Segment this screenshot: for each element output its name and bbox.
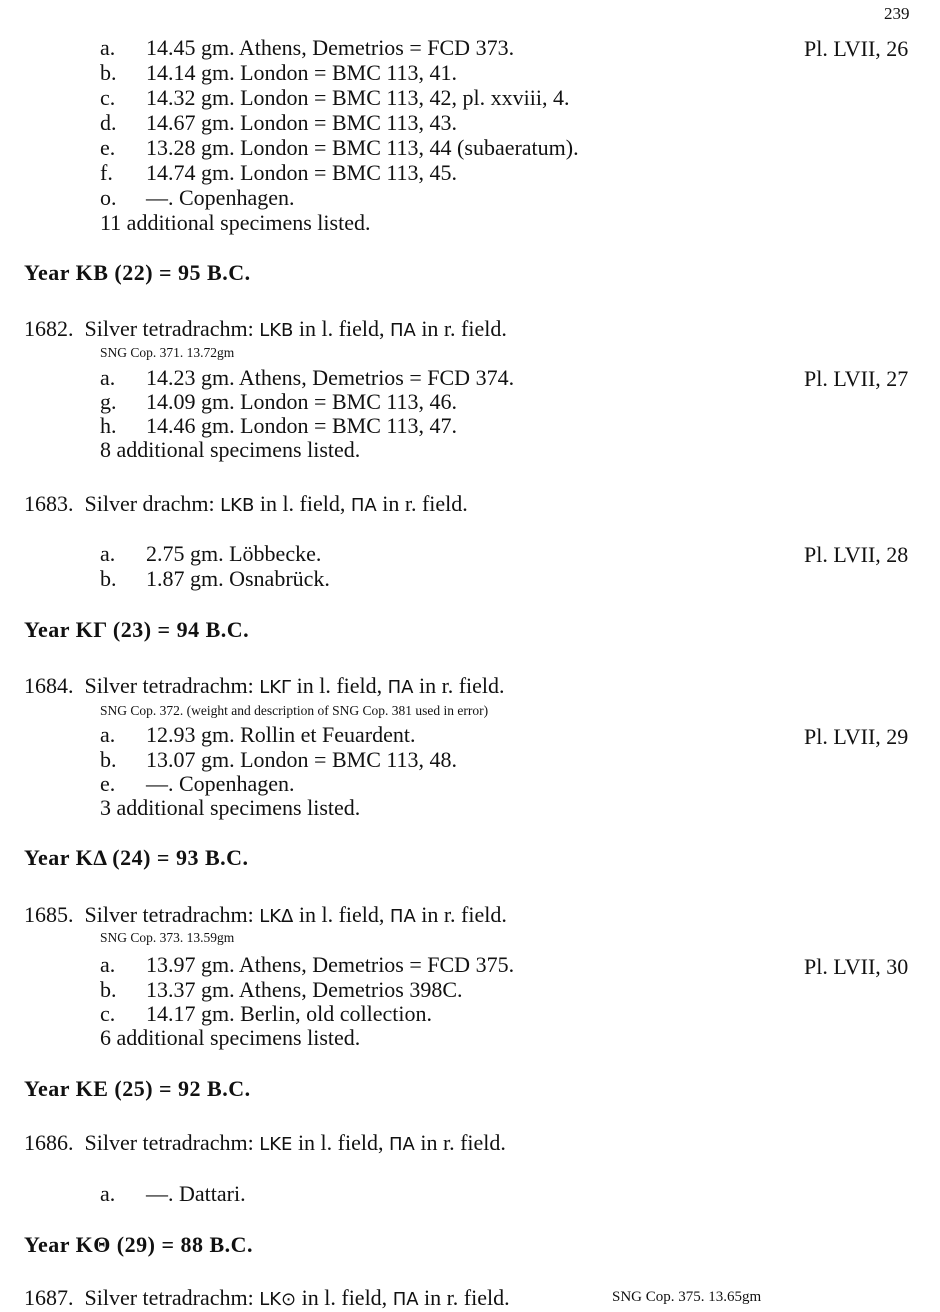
year-heading: Year KΘ (29) = 88 B.C. — [24, 1232, 254, 1257]
specimen-line: c. 14.32 gm. London = BMC 113, 42, pl. xxviii, 4. — [100, 85, 570, 110]
entry-number: 1682. — [24, 316, 74, 341]
specimen-line: c. 14.17 gm. Berlin, old collection. — [100, 1001, 432, 1026]
field-legend: ΠA — [388, 1134, 415, 1155]
entry-number: 1683. — [24, 491, 74, 516]
specimen-line: a. 14.23 gm. Athens, Demetrios = FCD 374. — [100, 365, 515, 390]
specimen-line: o. —. Copenhagen. — [100, 185, 295, 210]
catalog-entry: 1687. Silver tetradrachm: ᒪK⊙ in l. field, ΠA in r. field. — [24, 1285, 510, 1310]
field-legend: ᒪKB — [259, 320, 294, 341]
field-legend: ᒪKE — [259, 1134, 293, 1155]
field-legend: ΠA — [350, 495, 377, 516]
field-legend: ᒪKΔ — [259, 906, 294, 927]
specimen-line: h. 14.46 gm. London = BMC 113, 47. — [100, 413, 458, 438]
field-legend: ΠA — [387, 677, 414, 698]
entry-number: 1685. — [24, 902, 74, 927]
additional-specimens: 8 additional specimens listed. — [100, 437, 361, 462]
entry-number: 1686. — [24, 1130, 74, 1155]
field-legend: ᒪK⊙ — [259, 1289, 297, 1310]
sng-reference: SNG Cop. 375. 13.65gm — [612, 1289, 762, 1305]
plate-reference: Pl. LVII, 29 — [804, 724, 909, 749]
catalog-entry: 1685. Silver tetradrachm: ᒪKΔ in l. field, ΠA in r. field. — [24, 902, 507, 927]
sng-reference: SNG Cop. 371. 13.72gm — [100, 345, 235, 360]
catalog-entry: 1682. Silver tetradrachm: ᒪKB in l. field, ΠA in r. field. — [24, 316, 507, 341]
field-legend: ΠA — [389, 320, 416, 341]
year-heading: Year KE (25) = 92 B.C. — [24, 1076, 251, 1101]
catalog-entry: 1683. Silver drachm: ᒪKB in l. field, ΠA in r. field. — [24, 491, 468, 516]
plate-reference: Pl. LVII, 30 — [804, 954, 909, 979]
specimen-line: b. 13.37 gm. Athens, Demetrios 398C. — [100, 977, 463, 1002]
page-number: 239 — [884, 4, 910, 23]
year-heading: Year KΔ (24) = 93 B.C. — [24, 845, 249, 870]
additional-specimens: 3 additional specimens listed. — [100, 795, 361, 820]
plate-reference: Pl. LVII, 26 — [804, 36, 909, 61]
specimen-line: b. 1.87 gm. Osnabrück. — [100, 566, 330, 591]
field-legend: ᒪKΓ — [259, 677, 292, 698]
catalog-entry: 1686. Silver tetradrachm: ᒪKE in l. field, ΠA in r. field. — [24, 1130, 506, 1155]
entry-number: 1687. — [24, 1285, 74, 1310]
specimen-line: a. 2.75 gm. Löbbecke. — [100, 541, 322, 566]
specimen-line: d. 14.67 gm. London = BMC 113, 43. — [100, 110, 458, 135]
specimen-line: e. —. Copenhagen. — [100, 771, 295, 796]
specimen-line: f. 14.74 gm. London = BMC 113, 45. — [100, 160, 458, 185]
specimen-line: a. 13.97 gm. Athens, Demetrios = FCD 375. — [100, 952, 515, 977]
specimen-line: b. 13.07 gm. London = BMC 113, 48. — [100, 747, 458, 772]
specimen-line: e. 13.28 gm. London = BMC 113, 44 (subaeratum). — [100, 135, 579, 160]
additional-specimens: 6 additional specimens listed. — [100, 1025, 361, 1050]
specimen-line: a. 12.93 gm. Rollin et Feuardent. — [100, 722, 416, 747]
field-legend: ΠA — [389, 906, 416, 927]
field-legend: ᒪKB — [220, 495, 255, 516]
plate-reference: Pl. LVII, 27 — [804, 366, 909, 391]
specimen-line: g. 14.09 gm. London = BMC 113, 46. — [100, 389, 458, 414]
sng-reference: SNG Cop. 372. (weight and description of SNG Cop. 381 used in error) — [100, 703, 489, 718]
plate-reference: Pl. LVII, 28 — [804, 542, 909, 567]
specimen-line: a. 14.45 gm. Athens, Demetrios = FCD 373. — [100, 35, 515, 60]
year-heading: Year KB (22) = 95 B.C. — [24, 260, 251, 285]
field-legend: ΠA — [392, 1289, 419, 1310]
year-heading: Year KΓ (23) = 94 B.C. — [24, 617, 250, 642]
catalog-entry: 1684. Silver tetradrachm: ᒪKΓ in l. field, ΠA in r. field. — [24, 673, 505, 698]
sng-reference: SNG Cop. 373. 13.59gm — [100, 930, 235, 945]
specimen-line: a. —. Dattari. — [100, 1181, 246, 1206]
additional-specimens: 11 additional specimens listed. — [100, 210, 371, 235]
entry-number: 1684. — [24, 673, 74, 698]
specimen-line: b. 14.14 gm. London = BMC 113, 41. — [100, 60, 458, 85]
